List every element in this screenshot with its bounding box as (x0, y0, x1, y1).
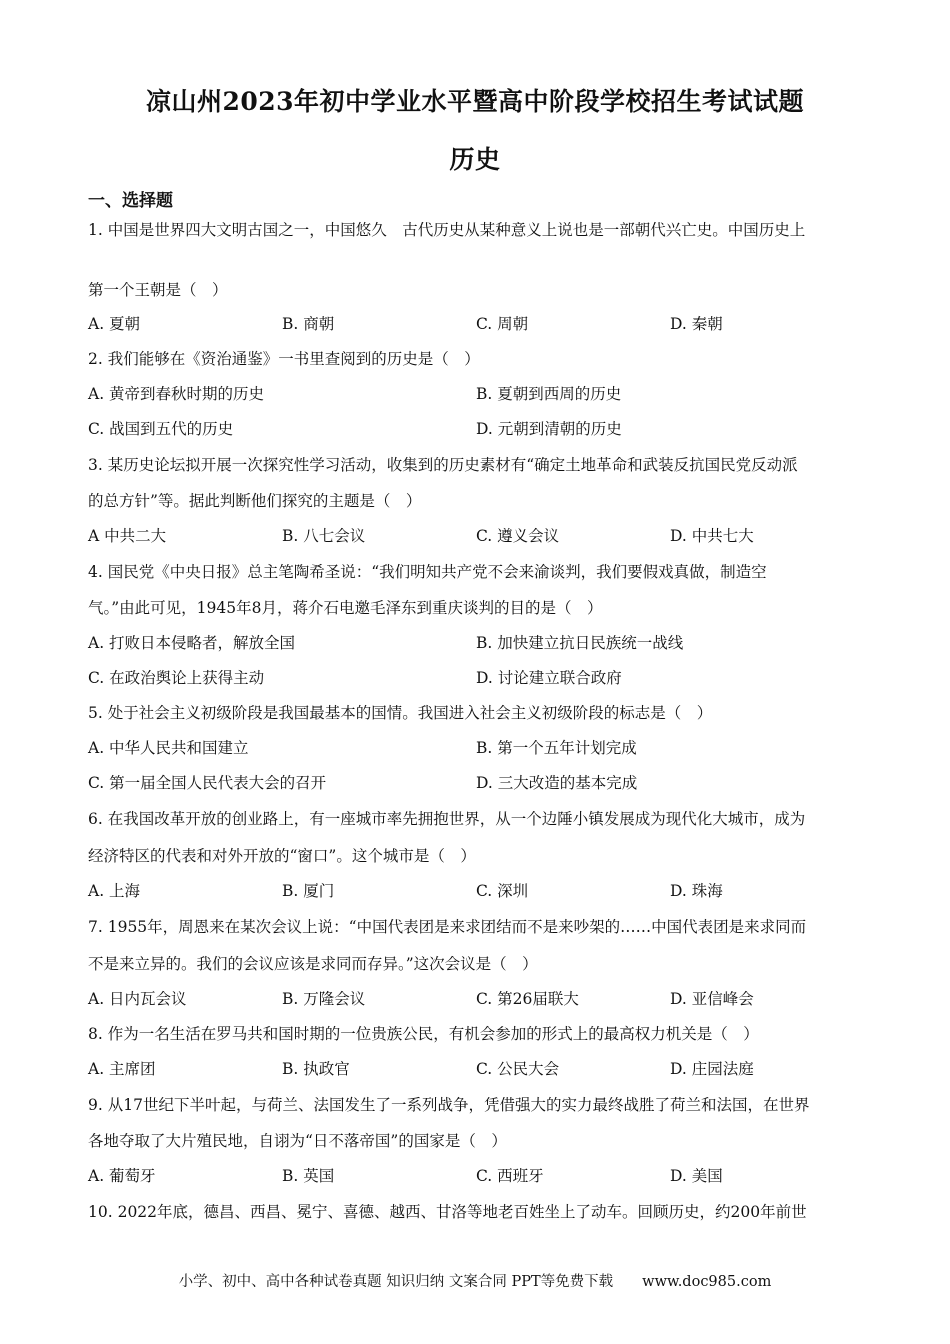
question-text: 气。”由此可见，1945年8月，蒋介石电邀毛泽东到重庆谈判的目的是（ ） (88, 599, 603, 617)
option: C. 深圳 (476, 882, 529, 900)
question-text: 10. 2022年底，德昌、西昌、冕宁、喜德、越西、甘洛等地老百姓坐上了动车。回顾历史，约200年前世 (88, 1203, 807, 1221)
question-text: 8. 作为一名生活在罗马共和国时期的一位贵族公民，有机会参加的形式上的最高权力机关是（ ） (88, 1025, 759, 1043)
option: B. 执政官 (282, 1060, 350, 1078)
option: B. 万隆会议 (282, 990, 366, 1008)
question-text: 的总方针”等。据此判断他们探究的主题是（ ） (88, 492, 422, 510)
question-text: 经济特区的代表和对外开放的“窗口”。这个城市是（ ） (88, 847, 476, 865)
option: C. 在政治舆论上获得主动 (88, 669, 265, 687)
option: B. 八七会议 (282, 527, 366, 545)
option: B. 商朝 (282, 315, 335, 333)
option: A. 日内瓦会议 (88, 990, 187, 1008)
question-text: 各地夺取了大片殖民地，自诩为“日不落帝国”的国家是（ ） (88, 1132, 507, 1150)
option: A. 夏朝 (88, 315, 141, 333)
option: B. 加快建立抗日民族统一战线 (476, 634, 684, 652)
option: D. 秦朝 (670, 315, 723, 333)
option: C. 战国到五代的历史 (88, 420, 234, 438)
option: B. 第一个五年计划完成 (476, 739, 637, 757)
subject-title: 历史 (449, 145, 501, 174)
option: C. 周朝 (476, 315, 529, 333)
option: C. 公民大会 (476, 1060, 560, 1078)
option: D. 讨论建立联合政府 (476, 669, 622, 687)
option: A 中共二大 (88, 527, 167, 545)
option: C. 第26届联大 (476, 990, 579, 1008)
option: A. 黄帝到春秋时期的历史 (88, 385, 265, 403)
question-text: 2. 我们能够在《资治通鉴》一书里查阅到的历史是（ ） (88, 350, 480, 368)
option: B. 厦门 (282, 882, 335, 900)
option: C. 遵义会议 (476, 527, 560, 545)
page-footer: 小学、初中、高中各种试卷真题 知识归纳 文案合同 PPT等免费下载 www.doc985.com (178, 1274, 772, 1290)
option: C. 第一届全国人民代表大会的召开 (88, 774, 327, 792)
question-text: 3. 某历史论坛拟开展一次探究性学习活动，收集到的历史素材有“确定土地革命和武装反抗国民党反动派 (88, 456, 798, 474)
option: D. 三大改造的基本完成 (476, 774, 638, 792)
option: B. 夏朝到西周的历史 (476, 385, 622, 403)
option: A. 上海 (88, 882, 141, 900)
option: D. 亚信峰会 (670, 990, 754, 1008)
question-text: 第一个王朝是（ ） (88, 281, 228, 299)
question-text: 4. 国民党《中央日报》总主笔陶希圣说：“我们明知共产党不会来渝谈判，我们要假戏真做，制造空 (88, 563, 767, 581)
option: A. 中华人民共和国建立 (88, 739, 249, 757)
option: C. 西班牙 (476, 1167, 544, 1185)
option: A. 打败日本侵略者，解放全国 (88, 634, 296, 652)
question-text: 6. 在我国改革开放的创业路上，有一座城市率先拥抱世界，从一个边陲小镇发展成为现代化大城市，成为 (88, 810, 806, 828)
option: D. 庄园法庭 (670, 1060, 754, 1078)
question-text: 1. 中国是世界四大文明古国之一，中国悠久 古代历史从某种意义上说也是一部朝代兴亡史。中国历史上 (88, 221, 806, 239)
option: D. 中共七大 (670, 527, 754, 545)
section-heading: 一、选择题 (88, 191, 173, 211)
page-title: 凉山州2023年初中学业水平暨高中阶段学校招生考试试题 (145, 87, 805, 116)
question-text: 不是来立异的。我们的会议应该是求同而存异。”这次会议是（ ） (88, 955, 538, 973)
option: A. 葡萄牙 (88, 1167, 156, 1185)
option: D. 珠海 (670, 882, 723, 900)
option: A. 主席团 (88, 1060, 156, 1078)
question-text: 7. 1955年，周恩来在某次会议上说：“中国代表团是来求团结而不是来吵架的……中国代表团是来求同而 (88, 918, 807, 936)
option: B. 英国 (282, 1167, 335, 1185)
option: D. 美国 (670, 1167, 723, 1185)
option: D. 元朝到清朝的历史 (476, 420, 622, 438)
question-text: 5. 处于社会主义初级阶段是我国最基本的国情。我国进入社会主义初级阶段的标志是（ ） (88, 704, 713, 722)
question-text: 9. 从17世纪下半叶起，与荷兰、法国发生了一系列战争，凭借强大的实力最终战胜了荷兰和法国，在世界 (88, 1096, 810, 1114)
